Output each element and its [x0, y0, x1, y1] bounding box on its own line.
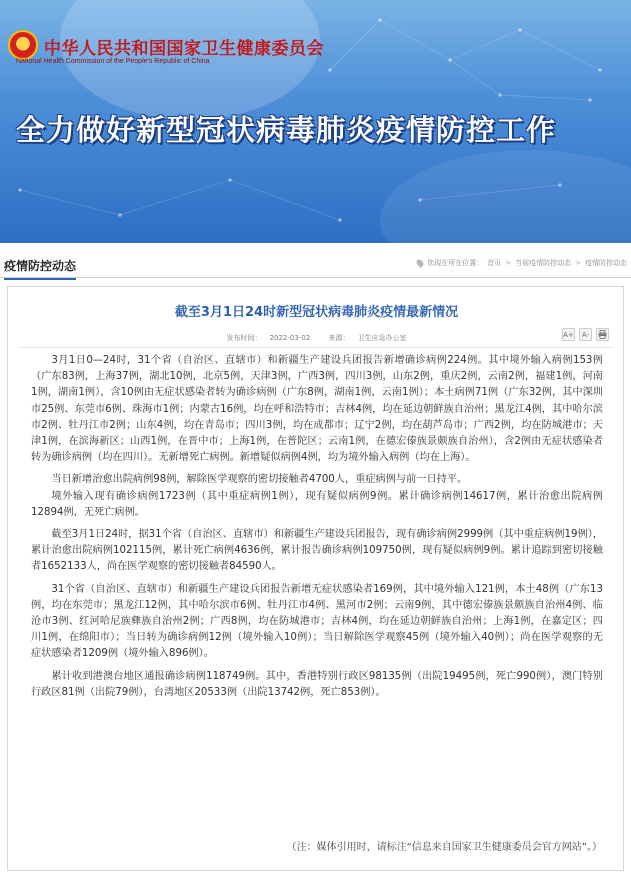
- breadcrumb-prefix: 您现在所在位置：: [427, 259, 484, 267]
- breadcrumb-separator: >: [505, 259, 512, 267]
- paragraph: 截至3月1日24时，据31个省（自治区、直辖市）和新疆生产建设兵团报告，现有确诊病例2999例（其中重症病例19例），累计治愈出院病例102115例，累计死亡病例4636例，累计报告确诊病例109750例，现有疑似病例9例。累计追踪到密切接触者1652133人，尚在医学观察的密切接触者84590人。: [31, 529, 603, 573]
- article-meta: [8, 333, 625, 343]
- section-bar: [0, 250, 631, 278]
- paragraph: 3月1日0—24时，31个省（自治区、直辖市）和新疆生产建设兵团报告新增确诊病例224例。其中境外输入病例153例（广东83例，上海37例，湖北10例，北京5例，天津3例，广西3例，四川3例，山东2例，重庆2例，云南2例，福建1例，河南1例，湖南1例），含10例由无症状感染者转为确诊病例（广东8例，湖南1例，云南1例）；本土病例71例（广东32例，其中深圳市25例、东莞市6例、珠海市1例；内蒙古16例，均在呼和浩特市；吉林4例，均在延边朝鲜族自治州；黑龙江4例，其中哈尔滨市2例、牡丹江市2例；山东4例，均在青岛市；四川3例，均在成都市；辽宁2例，均在葫芦岛市；广西2例，均在防城港市；天津1例，在滨海新区；山西1例，在晋中市；上海1例，在普陀区；云南1例，在德宏傣族景颇族自治州），含2例由无症状感染者转为确诊病例（均在四川）。无新增死亡病例。新增疑似病例4例，均为境外输入病例（均在上海）。: [31, 355, 603, 464]
- article-title: 截至3月1日24时新型冠状病毒肺炎疫情最新情况: [174, 305, 459, 320]
- breadcrumb-category[interactable]: 当前疫情防控动态: [515, 259, 572, 267]
- section-title[interactable]: 疫情防控动态: [4, 257, 76, 280]
- breadcrumb-home[interactable]: 首页: [487, 259, 502, 267]
- paragraph: 累计收到港澳台地区通报确诊病例118749例。其中，香港特别行政区98135例（出院19495例，死亡990例），澳门特别行政区81例（出院79例），台湾地区20533例（出院13742例，死亡853例）。: [31, 670, 603, 698]
- banner-slogan: 全力做好新型冠状病毒肺炎疫情防控工作: [16, 113, 557, 147]
- breadcrumb-separator: >: [575, 259, 581, 267]
- breadcrumb-current[interactable]: 疫情防控动态: [585, 259, 627, 267]
- article-source: 卫生应急办公室: [357, 334, 407, 342]
- org-name-cn[interactable]: 中华人民共和国国家卫生健康委员会: [44, 39, 324, 59]
- font-decrease-button[interactable]: A-: [579, 328, 592, 341]
- national-emblem-icon: [8, 30, 38, 60]
- font-tools: [562, 328, 609, 341]
- paragraph: 当日新增治愈出院病例98例，解除医学观察的密切接触者4700人，重症病例与前一日持平。: [51, 474, 468, 486]
- paragraph: 31个省（自治区、直辖市）和新疆生产建设兵团报告新增无症状感染者169例，其中境外输入121例，本土48例（广东13例，均在东莞市；黑龙江12例，其中哈尔滨市6例、牡丹江市4例、黑河市2例；云南9例，其中德宏傣族景颇族自治州4例、临沧市3例、红河哈尼族彝族自治州2例；广西8例，均在防城港市；吉林4例，均在延边朝鲜族自治州；上海1例，在嘉定区；四川1例，在绵阳市）；当日转为确诊病例12例（境外输入10例）；当日解除医学观察45例（境外输入40例）；尚在医学观察的无症状感染者1209例（境外输入896例）。: [31, 583, 603, 660]
- location-pin-icon: [415, 258, 425, 268]
- title-divider: [20, 347, 613, 348]
- paragraph: 境外输入现有确诊病例1723例（其中重症病例1例），现有疑似病例9例。累计确诊病例14617例，累计治愈出院病例12894例，无死亡病例。: [31, 490, 603, 518]
- print-icon: [598, 330, 607, 339]
- font-increase-button[interactable]: A+: [562, 328, 575, 341]
- date-label: 发布时间：: [226, 334, 262, 342]
- source-label: 来源：: [328, 334, 350, 342]
- publish-date: 2022-03-02: [269, 334, 311, 342]
- article-box: [7, 286, 624, 871]
- article-body: [31, 353, 603, 701]
- org-name-en: National Health Commission of the People's Republic of China: [16, 58, 210, 65]
- header-banner: [0, 0, 631, 243]
- citation-note: （注：媒体引用时，请标注“信息来自国家卫生健康委员会官方网站”。）: [286, 842, 602, 853]
- breadcrumb: [417, 258, 627, 268]
- print-button[interactable]: [596, 328, 609, 341]
